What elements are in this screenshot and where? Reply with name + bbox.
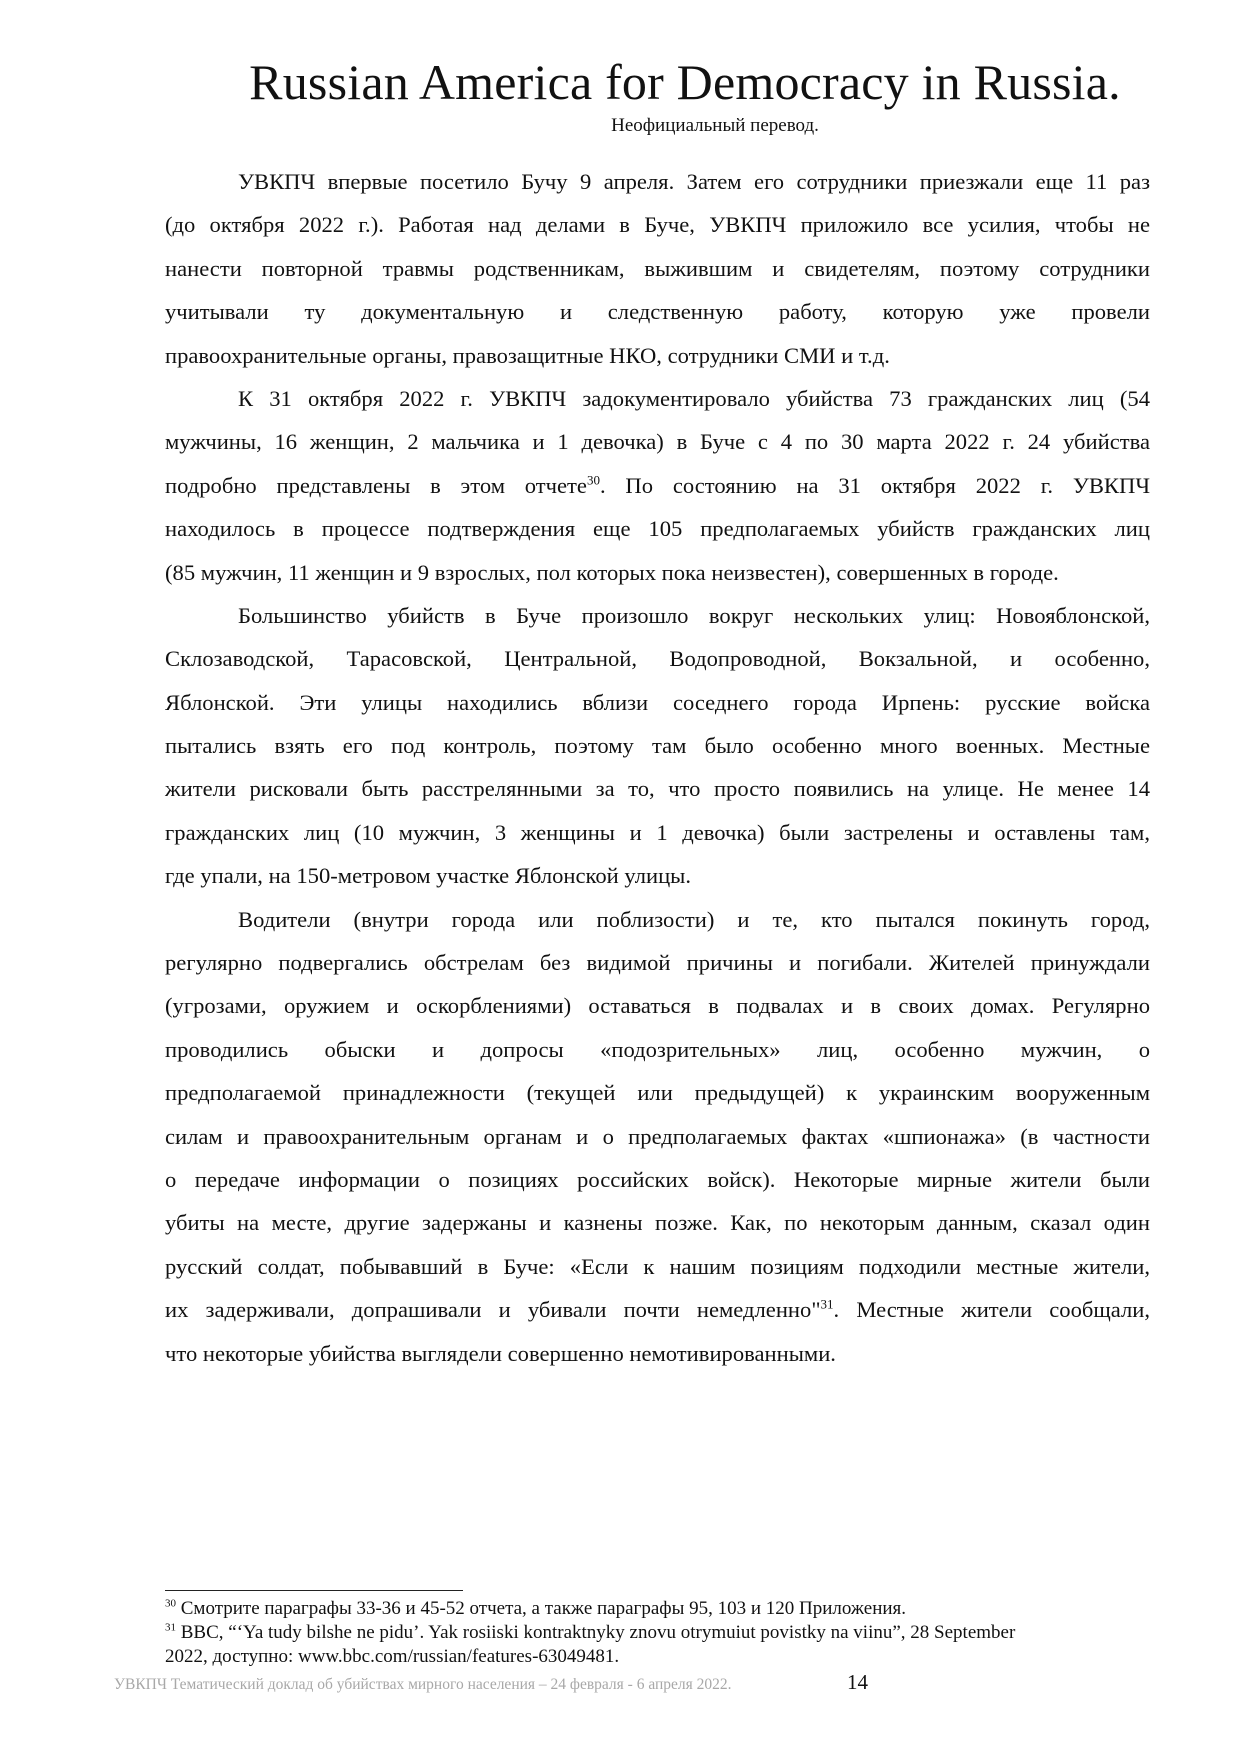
text-line: учитывали ту документальную и следственную работу, которую уже провели [165,299,1150,325]
text-line: жители рисковали быть расстрелянными за то, что просто появились на улице. Не менее 14 [165,776,1150,802]
footnote-number: 30 [165,1597,176,1610]
text-line: Водители (внутри города или поблизости) и те, кто пытался покинуть город, [238,906,1150,932]
document-subtitle: Неофициальный перевод. [611,115,819,136]
text-line: пытались взять его под контроль, поэтому там было особенно много военных. Местные [165,733,1150,759]
text-fragment: . По состоянию на 31 октября 2022 г. УВКПЧ [599,472,1151,498]
text-line [165,464,1150,507]
text-line: силам и правоохранительным органам и о предполагаемых фактах «шпионажа» (в частности [165,1123,1150,1149]
text-line: предполагаемой принадлежности (текущей или предыдущей) к украинским вооруженным [165,1080,1150,1106]
text-line: Склозаводской, Тарасовской, Центральной, Водопроводной, Вокзальной, и особенно, [165,646,1150,672]
footnote-line: 2022, доступно: www.bbc.com/russian/features-63049481. [165,1646,620,1667]
text-line: мужчины, 16 женщин, 2 мальчика и 1 девочка) в Буче с 4 по 30 марта 2022 г. 24 убийства [165,429,1150,455]
paragraph-1 [165,160,1150,377]
text-fragment: подробно представлены в этом отчете [165,472,587,498]
text-line: находилось в процессе подтверждения еще 105 предполагаемых убийств гражданских лиц [165,516,1150,542]
text-line: проводились обыски и допросы «подозрительных» лиц, особенно мужчин, о [165,1036,1150,1062]
text-fragment: их задерживали, допрашивали и убивали почти немедленно" [165,1297,821,1323]
text-line: Яблонской. Эти улицы находились вблизи соседнего города Ирпень: русские войска [165,689,1150,715]
text-line: убиты на месте, другие задержаны и казнены позже. Как, по некоторым данным, сказал один [165,1210,1150,1236]
page-number: 14 [847,1670,868,1694]
text-line: (85 мужчин, 11 женщин и 9 взрослых, пол которых пока неизвестен), совершенных в городе. [165,559,1059,585]
text-line: (до октября 2022 г.). Работая над делами в Буче, УВКПЧ приложило все усилия, чтобы не [165,212,1150,238]
paragraph-2 [165,377,1150,594]
footnote-number: 31 [165,1621,176,1634]
footnote-separator [165,1590,463,1591]
paragraph-4 [165,898,1150,1375]
text-line: УВКПЧ впервые посетило Бучу 9 апреля. Затем его сотрудники приезжали еще 11 раз [238,169,1150,194]
paragraph-3 [165,594,1150,898]
text-line: где упали, на 150-метровом участке Яблонской улицы. [165,863,691,889]
footnote-ref-30[interactable]: 30 [586,472,600,488]
text-line: нанести повторной травмы родственникам, выжившим и свидетелям, поэтому сотрудники [165,255,1150,281]
text-line: регулярно подвергались обстрелам без видимой причины и погибали. Жителей принуждали [165,950,1150,976]
text-line [165,1288,1150,1331]
footnote-text: Смотрите параграфы 33-36 и 45-52 отчета, а также параграфы 95, 103 и 120 Приложения. [180,1598,907,1619]
footnote-text: BBC, “‘Ya tudy bilshe ne pidu’. Yak rosiiski kontraktnyky znovu otrymuiut povistky na viinu”, 28 September [180,1622,1016,1643]
footnotes [165,1597,1110,1669]
text-line: (угрозами, оружием и оскорблениями) оставаться в подвалах и в своих домах. Регулярно [165,993,1150,1019]
text-fragment: . Местные жители сообщали, [833,1297,1150,1323]
footnote-31 [165,1621,1110,1669]
text-line: правоохранительные органы, правозащитные НКО, сотрудники СМИ и т.д. [165,342,890,368]
text-line: К 31 октября 2022 г. УВКПЧ задокументировало убийства 73 гражданских лиц (54 [238,385,1150,411]
footnote-ref-31[interactable]: 31 [820,1296,834,1312]
text-line: что некоторые убийства выглядели совершенно немотивированными. [165,1340,836,1366]
text-line: русский солдат, побывавший в Буче: «Если к нашим позициям подходили местные жители, [165,1253,1150,1279]
text-line: гражданских лиц (10 мужчин, 3 женщины и 1 девочка) были застрелены и оставлены там, [165,819,1150,845]
text-line: Большинство убийств в Буче произошло вокруг нескольких улиц: Новояблонской, [238,602,1150,628]
document-title: Russian America for Democracy in Russia. [249,54,1121,110]
text-line: о передаче информации о позициях российских войск). Некоторые мирные жители были [165,1166,1150,1192]
body-text [165,160,1150,1375]
footnote-line [165,1621,1110,1645]
footnote-line [165,1597,1110,1621]
footnote-30 [165,1597,1110,1621]
page-footer: УВКПЧ Тематический доклад об убийствах мирного населения – 24 февраля - 6 апреля 2022. [114,1676,732,1693]
